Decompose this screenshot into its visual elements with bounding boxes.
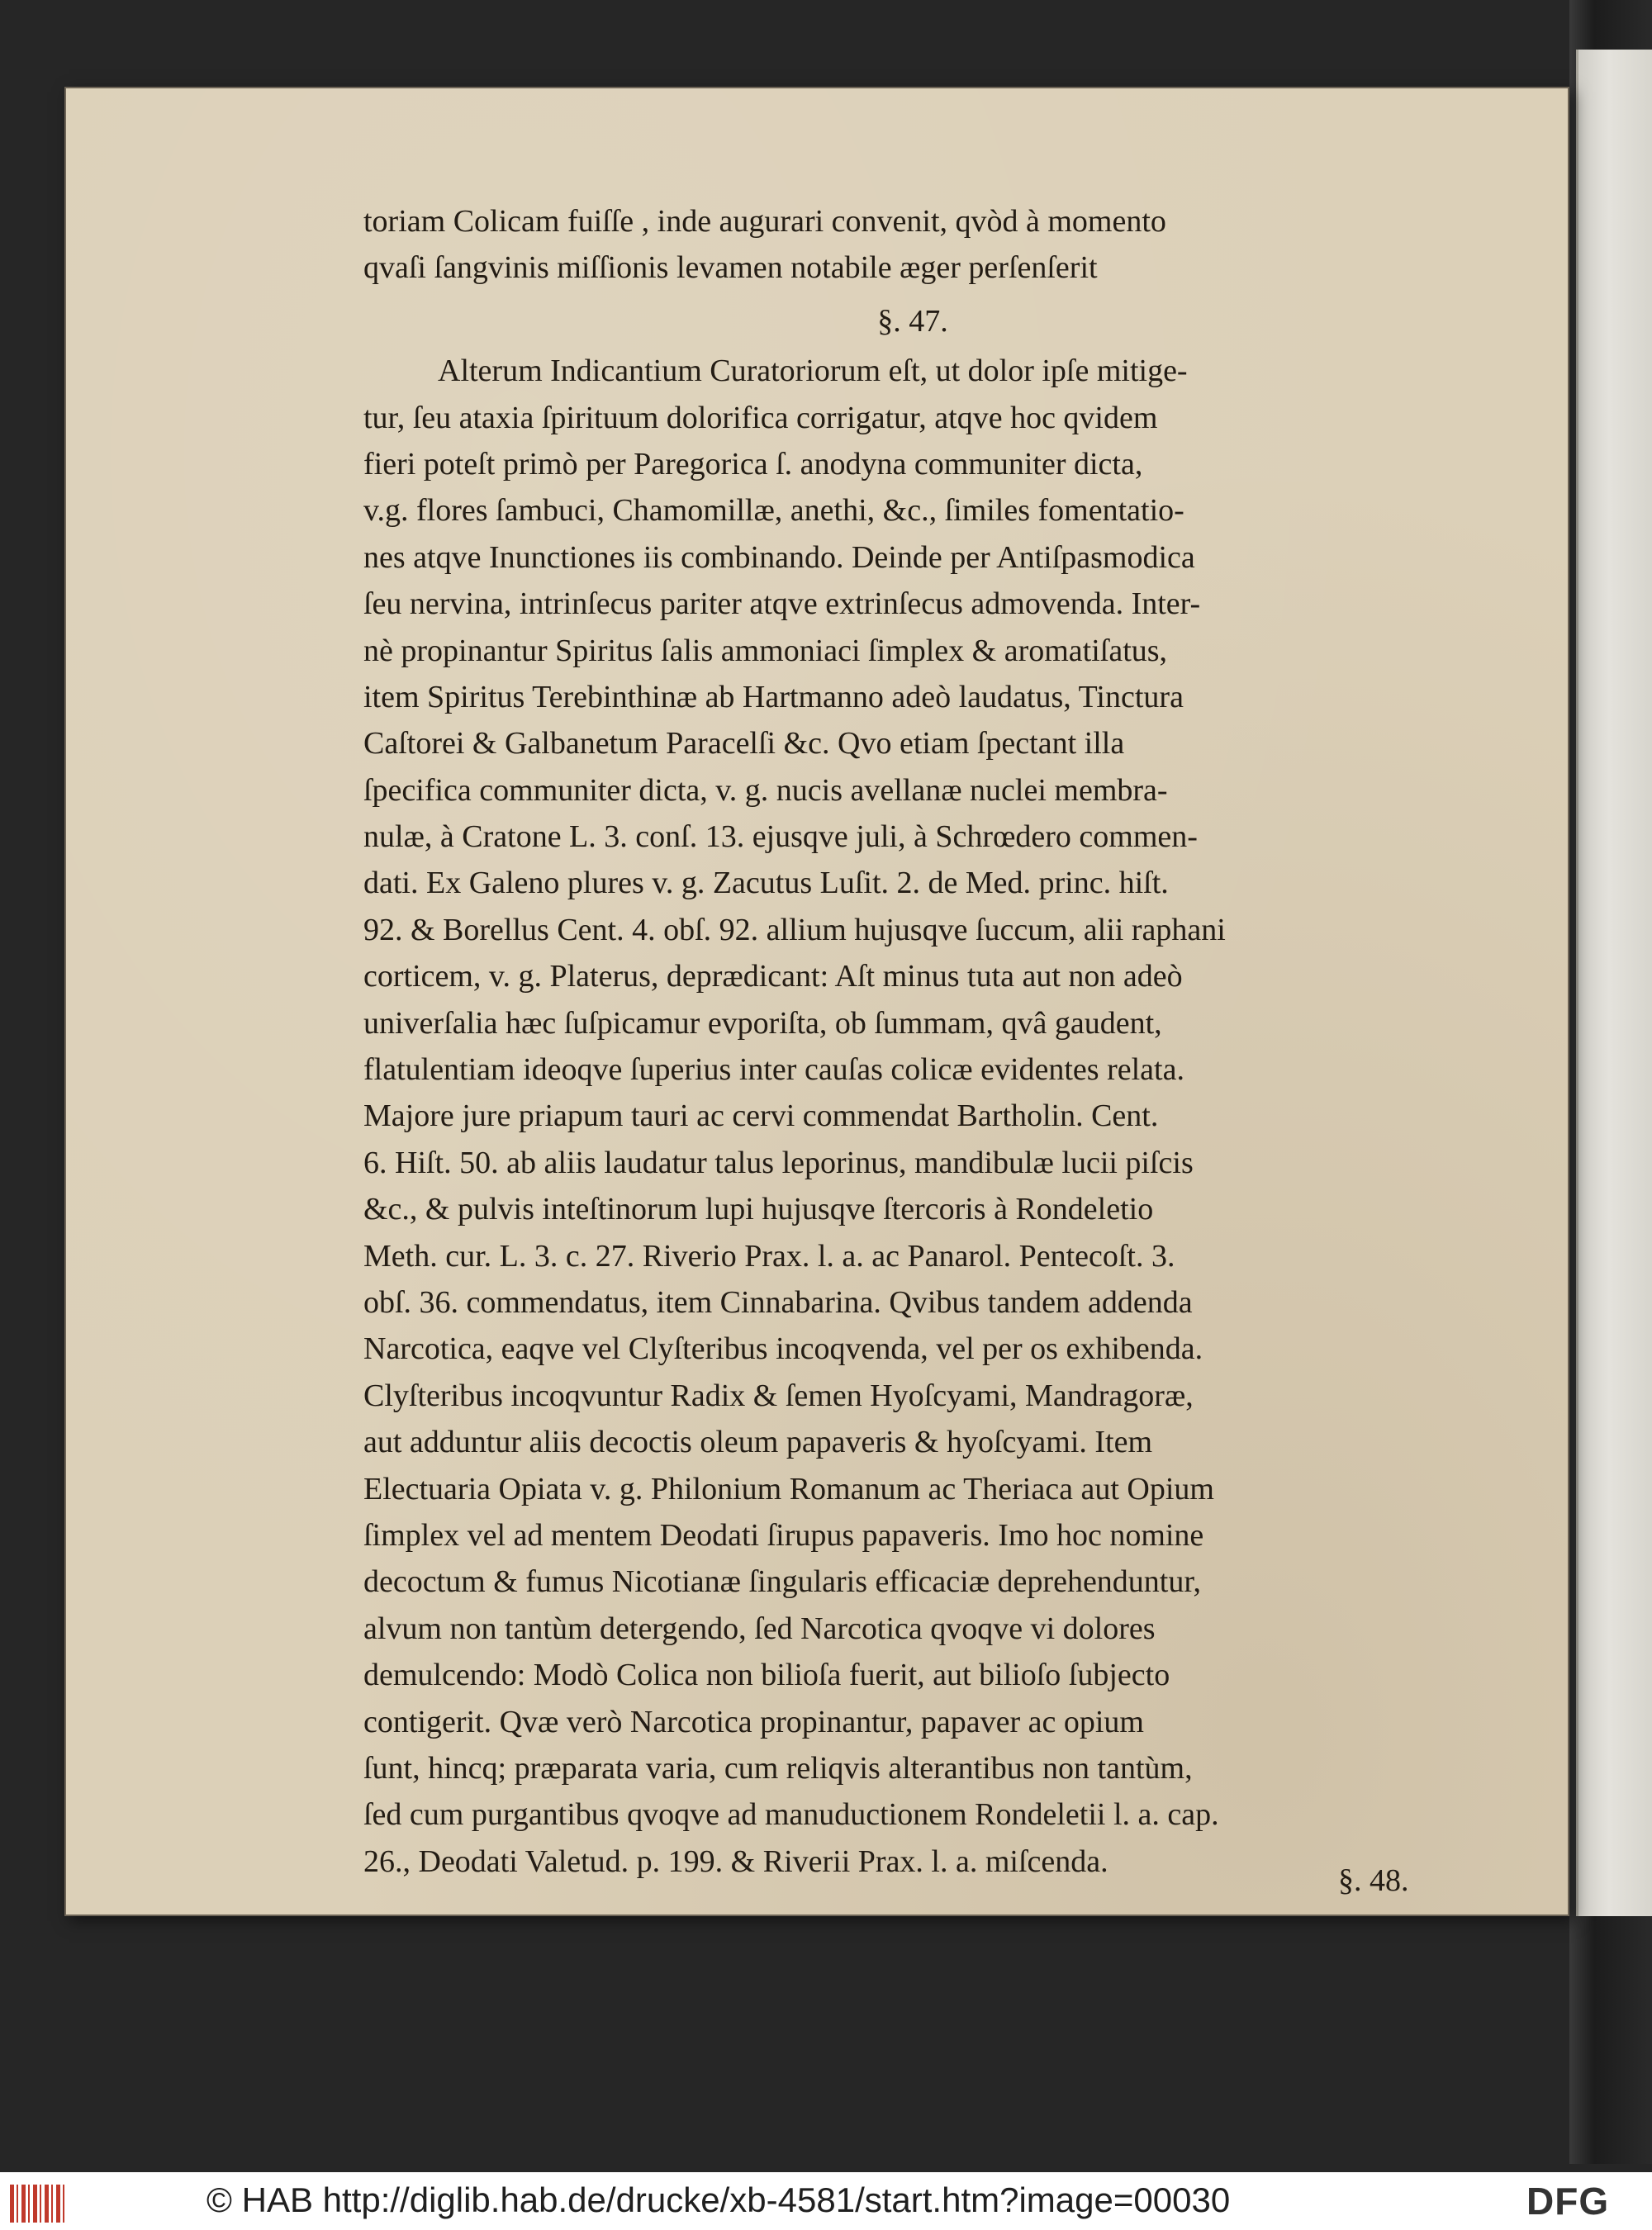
text-line: aut adduntur aliis decoctis oleum papaveris & hyoſcyami. Item	[363, 1425, 1153, 1460]
text-line: toriam Colicam fuiſſe , inde augurari convenit, qvòd à momento	[363, 204, 1166, 239]
text-line: &c., & pulvis inteſtinorum lupi hujusqve ſtercoris à Rondeletio	[363, 1192, 1154, 1227]
text-line: ſimplex vel ad mentem Deodati ſirupus papaveris. Imo hoc nomine	[363, 1517, 1204, 1553]
text-line: Electuaria Opiata v. g. Philonium Romanum ac Theriaca aut Opium	[363, 1471, 1214, 1506]
text-line: demulcendo: Modò Colica non bilioſa fuerit, aut bilioſo ſubjecto	[363, 1658, 1170, 1693]
copyright-url[interactable]: © HAB http://diglib.hab.de/drucke/xb-4581/start.htm?image=00030	[206, 2180, 1231, 2219]
dfg-logo: DFG	[1526, 2180, 1610, 2223]
text-line: obſ. 36. commendatus, item Cinnabarina. Qvibus tandem addenda	[363, 1284, 1193, 1320]
barcode-icon	[10, 2185, 68, 2223]
text-line: nulæ, à Cratone L. 3. conſ. 13. ejusqve juli, à Schrœdero commen-	[363, 819, 1198, 855]
text-line: Alterum Indicantium Curatoriorum eſt, ut dolor ipſe mitige-	[438, 353, 1188, 389]
text-line: qvaſi ſangvinis miſſionis levamen notabile æger perſenſerit	[363, 250, 1098, 286]
text-line: contigerit. Qvæ verò Narcotica propinantur, papaver ac opium	[363, 1704, 1144, 1739]
text-line: corticem, v. g. Platerus, deprædicant: Aſt minus tuta aut non adeò	[363, 959, 1183, 994]
text-line: item Spiritus Terebinthinæ ab Hartmanno adeò laudatus, Tinctura	[363, 679, 1184, 714]
text-line: 6. Hiſt. 50. ab aliis laudatur talus leporinus, mandibulæ lucii piſcis	[363, 1145, 1194, 1180]
text-line: flatulentiam ideoqve ſuperius inter cauſas colicæ evidentes relata.	[363, 1052, 1184, 1088]
text-line: alvum non tantùm detergendo, ſed Narcotica qvoqve vi dolores	[363, 1611, 1156, 1646]
text-line: Narcotica, eaqve vel Clyſteribus incoqvenda, vel per os exhibenda.	[363, 1331, 1203, 1367]
catchword: §. 48.	[1338, 1863, 1409, 1898]
text-line: Clyſteribus incoqvuntur Radix & ſemen Hyoſcyami, Mandragoræ,	[363, 1378, 1194, 1413]
text-line: ſunt, hincq; præparata varia, cum reliqvis alterantibus non tantùm,	[363, 1750, 1193, 1786]
page-text	[363, 198, 1462, 1885]
text-line: univerſalia hæc ſuſpicamur evporiſta, ob ſummam, qvâ gaudent,	[363, 1005, 1162, 1041]
text-line: Majore jure priapum tauri ac cervi commendat Bartholin. Cent.	[363, 1098, 1159, 1134]
text-line: Caſtorei & Galbanetum Paracelſi &c. Qvo etiam ſpectant illa	[363, 726, 1125, 762]
text-line: nes atqve Inunctiones iis combinando. Deinde per Antiſpasmodica	[363, 539, 1195, 575]
adjacent-page-edge	[1576, 50, 1652, 1916]
text-line: tur, ſeu ataxia ſpirituum dolorifica corrigatur, atqve hoc qvidem	[363, 400, 1158, 435]
text-line: dati. Ex Galeno plures v. g. Zacutus Luſit. 2. de Med. princ. hiſt.	[363, 866, 1169, 901]
text-line: ſed cum purgantibus qvoqve ad manuductionem Rondeletii l. a. cap.	[363, 1797, 1219, 1833]
text-line: nè propinantur Spiritus ſalis ammoniaci ſimplex & aromatiſatus,	[363, 633, 1168, 668]
text-line: 26., Deodati Valetud. p. 199. & Riverii Prax. l. a. miſcenda.	[363, 1843, 1108, 1879]
footer-bar	[0, 2172, 1652, 2230]
body-paragraph	[363, 348, 1462, 1885]
text-line: Meth. cur. L. 3. c. 27. Riverio Prax. l. a. ac Panarol. Pentecoſt. 3.	[363, 1238, 1175, 1274]
text-line: ſeu nervina, intrinſecus pariter atqve extrinſecus admovenda. Inter-	[363, 586, 1201, 622]
text-line: ſpecifica communiter dicta, v. g. nucis avellanæ nuclei membra-	[363, 772, 1168, 808]
text-line: fieri poteſt primò per Paregorica ſ. anodyna communiter dicta,	[363, 446, 1143, 482]
text-line: v.g. flores ſambuci, Chamomillæ, anethi, &c., ſimiles fomentatio-	[363, 493, 1184, 529]
text-line: 92. & Borellus Cent. 4. obſ. 92. allium hujusqve ſuccum, alii raphani	[363, 912, 1226, 947]
section-heading: §. 47.	[877, 303, 948, 339]
text-line: decoctum & fumus Nicotianæ ſingularis efficaciæ deprehenduntur,	[363, 1564, 1201, 1600]
